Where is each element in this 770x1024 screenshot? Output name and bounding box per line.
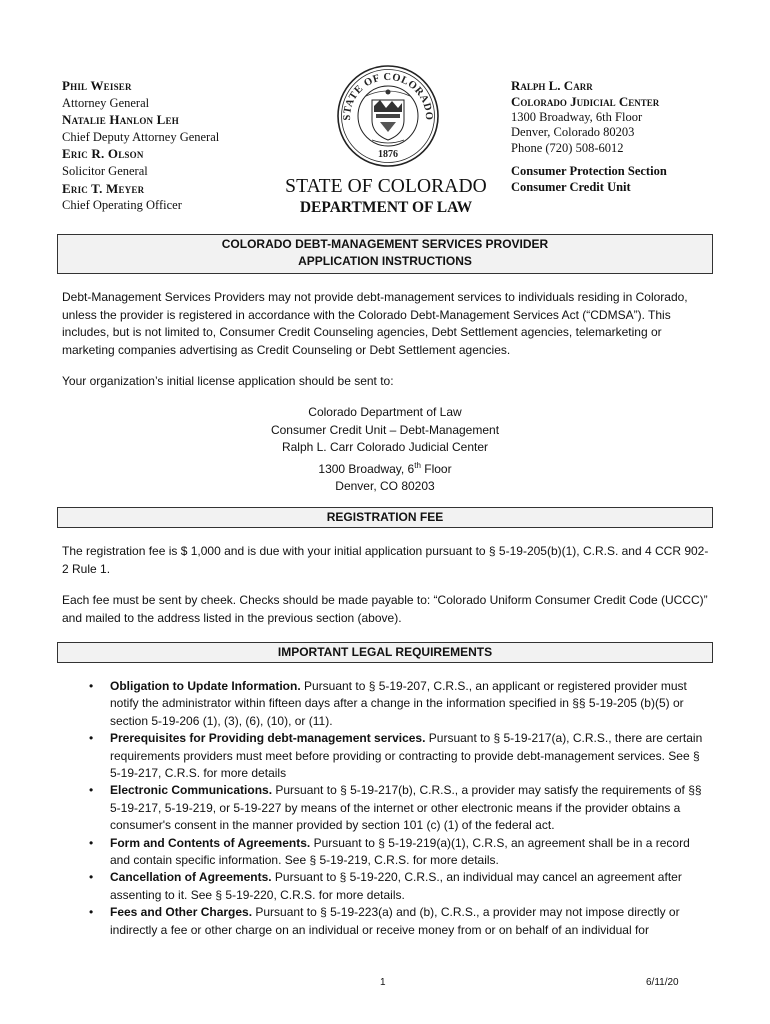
bullet-icon: •: [89, 731, 94, 746]
address-line: Consumer Credit Unit – Debt-Management: [270, 422, 500, 437]
city-address: Denver, Colorado 80203: [511, 125, 635, 140]
state-seal: [336, 64, 440, 168]
address-line: Denver, CO 80203: [335, 479, 435, 494]
bullet-icon: •: [89, 835, 94, 850]
bullet-icon: •: [89, 870, 94, 885]
seal-ring-text: STATE OF COLORADO: [341, 71, 435, 121]
building-subname: Colorado Judicial Center: [511, 93, 660, 109]
address-line: Ralph L. Carr Colorado Judicial Center: [281, 440, 489, 455]
legal-requirements-list: [90, 678, 705, 939]
phone-number: Phone (720) 508-6012: [511, 141, 624, 156]
official-title: Chief Operating Officer: [62, 198, 182, 213]
official-title: Chief Deputy Attorney General: [62, 129, 220, 144]
official-name: Phil Weiser: [62, 78, 132, 93]
official-name: Eric R. Olson: [62, 146, 144, 162]
bullet-icon: •: [89, 679, 94, 693]
unit-name: Consumer Credit Unit: [511, 179, 631, 194]
mailing-address: [62, 404, 708, 496]
registration-fee-text: The registration fee is $ 1,000 and is due with your initial application pursuant to § 5-19-205(b)(1), C.R.S. and 4 CCR 902-2 Rule 1.: [62, 544, 709, 576]
department-name: DEPARTMENT OF LAW: [299, 199, 473, 216]
document-title-box: [57, 234, 713, 274]
page-number: 1: [380, 977, 386, 988]
registration-fee-heading: REGISTRATION FEE: [57, 507, 713, 528]
official-name: Natalie Hanlon Leh: [62, 112, 179, 128]
official-title: Solicitor General: [62, 163, 148, 178]
revision-date: 6/11/20: [646, 977, 679, 988]
bullet-icon: •: [89, 783, 94, 798]
building-name: Ralph L. Carr: [511, 78, 593, 93]
official-title: Attorney General: [62, 95, 150, 110]
seal-year: 1876: [378, 149, 398, 160]
agency-name: [262, 176, 510, 217]
svg-text:STATE OF COLORADO: [342, 72, 434, 121]
registration-fee-payment: Each fee must be sent by cheek. Checks should be made payable to: “Colorado Uniform Consumer Credit Code (UCCC)” and mailed to the address listed in the previous section (above).: [62, 593, 708, 625]
document-title-line1: COLORADO DEBT-MANAGEMENT SERVICES PROVIDER: [221, 237, 549, 251]
list-item: • Obligation to Update Information. Pursuant to § 5-19-207, C.R.S., an applicant or registered provider must notify the administrator within fifteen days after a change in the information specified in §§ 5-19-205 (b)(5) or section 5-19-206 (1), (3), (6), (10), or (11).: [89, 679, 687, 728]
address-line: 1300 Broadway, 6th Floor: [318, 460, 452, 476]
legal-requirements-heading: IMPORTANT LEGAL REQUIREMENTS: [57, 642, 713, 663]
intro-send-to: Your organization’s initial license application should be sent to:: [62, 374, 394, 388]
list-item: • Cancellation of Agreements. Pursuant to § 5-19-220, C.R.S., an individual may cancel an agreement after assenting to it. See § 5-19-220, C.R.S. for more details.: [89, 870, 682, 902]
official-name: Eric T. Meyer: [62, 180, 145, 196]
section-name: Consumer Protection Section: [511, 163, 667, 178]
list-item: • Form and Contents of Agreements. Pursuant to § 5-19-219(a)(1), C.R.S, an agreement shall be in a record and contain specific information. See § 5-19-219, C.R.S. for more details.: [89, 835, 690, 868]
list-item: • Prerequisites for Providing debt-management services. Pursuant to § 5-19-217(a), C.R.S., there are certain requirements providers must meet before providing or contracting to provide debt-management services. See § 5-19-217, C.R.S. for more details: [89, 731, 703, 781]
list-item: • Electronic Communications. Pursuant to § 5-19-217(b), C.R.S., a provider may satisfy the requirements of §§ 5-19-217, 5-19-219, or 5-19-227 by means of the internet or other electronic means if the provider obtains a consumer's consent in the manner provided by section 101 (c) (1) of the federal act.: [89, 783, 702, 833]
intro-paragraph: Debt-Management Services Providers may not provide debt-management services to individuals residing in Colorado, unless the provider is registered in accordance with the Colorado Debt-Management Services Act (“CDMSA”). This includes, but is not limited to, Consumer Credit Counseling agencies, Debt Settlement agencies, telemarketing or marketing companies advertising as Credit Counseling or Debt Settlement agencies.: [62, 290, 688, 357]
address-line: Colorado Department of Law: [308, 405, 462, 419]
list-item: • Fees and Other Charges. Pursuant to § 5-19-223(a) and (b), C.R.S., a provider may not impose directly or indirectly a fee or other charge on an individual or receive money from or on behalf of an individual for: [89, 905, 680, 937]
bullet-icon: •: [89, 905, 94, 920]
office-address: [511, 78, 751, 196]
state-name: STATE OF COLORADO: [285, 176, 487, 197]
document-title-line2: APPLICATION INSTRUCTIONS: [298, 254, 472, 268]
street-address: 1300 Broadway, 6th Floor: [511, 109, 643, 124]
